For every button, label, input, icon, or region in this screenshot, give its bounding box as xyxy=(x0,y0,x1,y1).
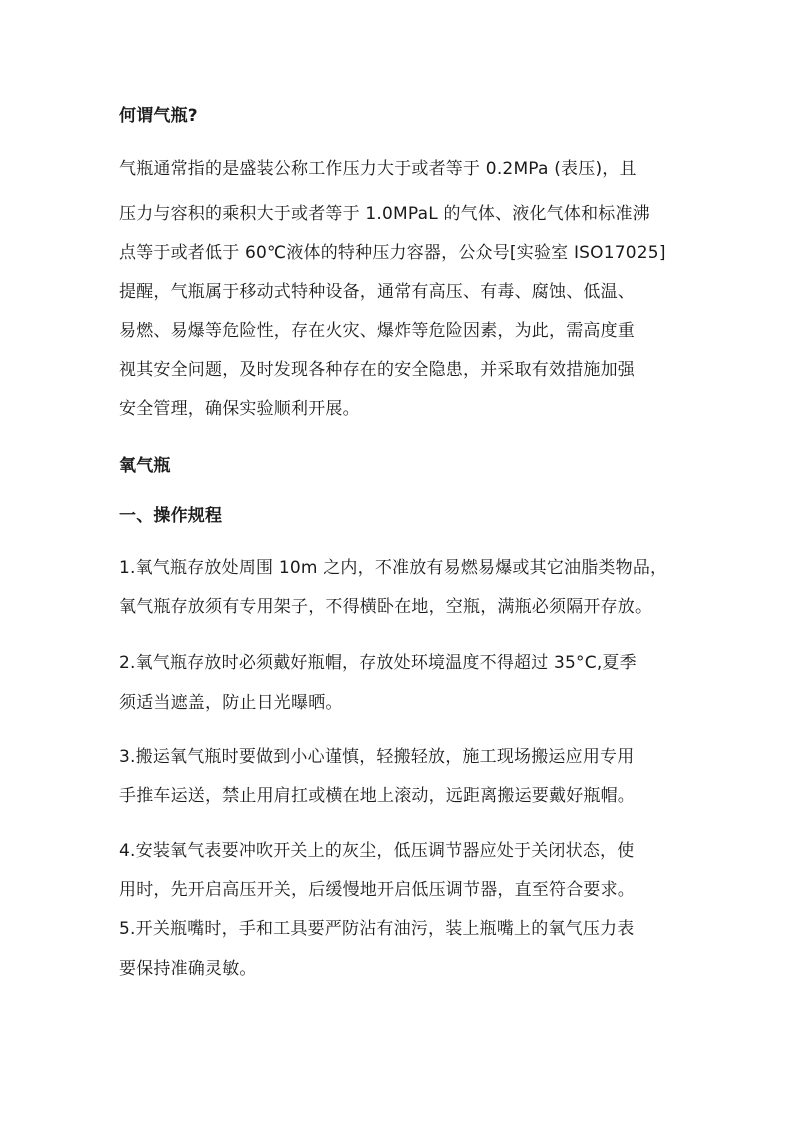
heading-oxygen-cylinder: 氧气瓶 xyxy=(119,456,171,476)
rule-2-line-1: 2.氧气瓶存放时必须戴好瓶帽，存放处环境温度不得超过 35°C,夏季 xyxy=(119,653,637,673)
intro-line-1: 气瓶通常指的是盛装公称工作压力大于或者等于 0.2MPa (表压)，且 xyxy=(119,159,637,179)
rule-1-line-1: 1.氧气瓶存放处周围 10m 之内，不准放有易燃易爆或其它油脂类物品， xyxy=(119,558,668,578)
intro-line-7: 安全管理，确保实验顺利开展。 xyxy=(119,399,360,419)
heading-operating-procedures: 一、操作规程 xyxy=(119,506,223,526)
intro-line-5: 易燃、易爆等危险性，存在火灾、爆炸等危险因素，为此，需高度重 xyxy=(119,321,635,341)
rule-2-line-2: 须适当遮盖，防止日光曝晒。 xyxy=(119,693,343,713)
rule-3-line-1: 3.搬运氧气瓶时要做到小心谨慎，轻搬轻放，施工现场搬运应用专用 xyxy=(119,747,635,767)
intro-line-3: 点等于或者低于 60℃液体的特种压力容器，公众号[实验室 ISO17025] xyxy=(119,243,666,263)
rule-5-line-1: 5.开关瓶嘴时，手和工具要严防沾有油污，装上瓶嘴上的氧气压力表 xyxy=(119,919,635,939)
rule-3-line-2: 手推车运送，禁止用肩扛或横在地上滚动，远距离搬运要戴好瓶帽。 xyxy=(119,786,635,806)
intro-line-2: 压力与容积的乘积大于或者等于 1.0MPaL 的气体、液化气体和标准沸 xyxy=(119,204,650,224)
rule-1-line-2: 氧气瓶存放须有专用架子，不得横卧在地，空瓶，满瓶必须隔开存放。 xyxy=(119,597,653,617)
rule-5-line-2: 要保持准确灵敏。 xyxy=(119,959,257,979)
heading-what-is-gas-cylinder: 何谓气瓶? xyxy=(119,106,198,126)
rule-4-line-2: 用时，先开启高压开关，后缓慢地开启低压调节器，直至符合要求。 xyxy=(119,880,635,900)
intro-line-6: 视其安全问题，及时发现各种存在的安全隐患，并采取有效措施加强 xyxy=(119,360,635,380)
intro-line-4: 提醒，气瓶属于移动式特种设备，通常有高压、有毒、腐蚀、低温、 xyxy=(119,282,635,302)
rule-4-line-1: 4.安装氧气表要冲吹开关上的灰尘，低压调节器应处于关闭状态，使 xyxy=(119,841,635,861)
